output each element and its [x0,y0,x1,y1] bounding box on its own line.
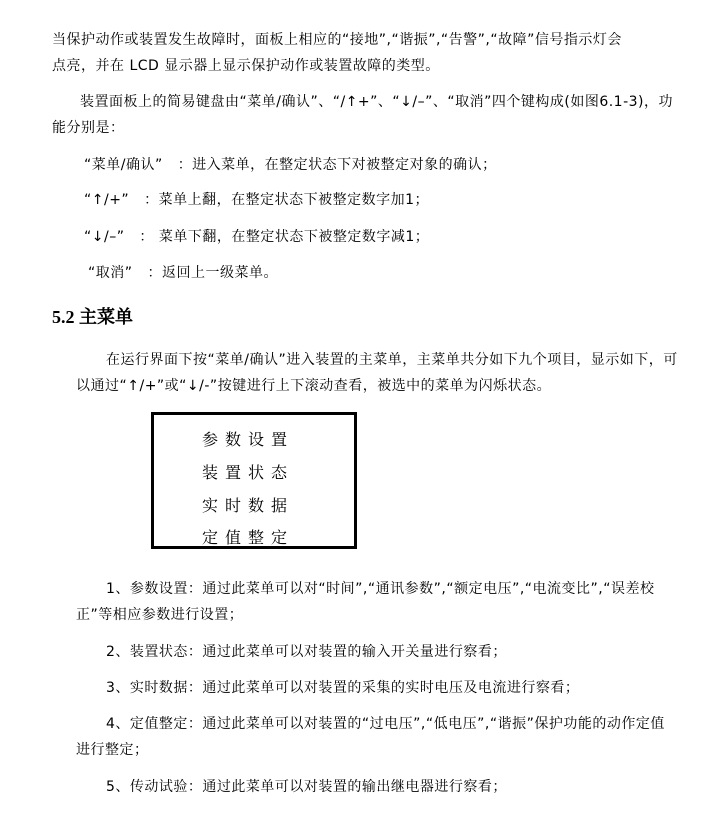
key-label: “取消” [88,265,133,281]
key-function: ：菜单上翻，在整定状态下被整定数字加1； [144,192,430,208]
lcd-menu-item-setting-adjustment: 定值整定 [202,528,295,547]
key-description-up-plus [84,190,429,210]
key-description-down-minus [84,227,429,247]
section-title: 主菜单 [79,307,133,327]
key-function: ：进入菜单，在整定状态下对被整定对象的确认； [177,157,497,173]
lcd-menu-item-device-status: 装置状态 [202,463,295,482]
menu-description-3: 3、实时数据：通过此菜单可以对装置的采集的实时电压及电流进行察看； [106,680,580,696]
section-paragraph-line-2: 以通过“↑/+”或“↓/-”按键进行上下滚动查看，被选中的菜单为闪烁状态。 [76,378,552,394]
menu-description-4-line-1: 4、定值整定：通过此菜单可以对装置的“过电压”,“低电压”,“谐振”保护功能的动作定值 [106,716,665,732]
menu-description-2: 2、装置状态：通过此菜单可以对装置的输入开关量进行察看； [106,644,507,660]
menu-description-1-line-2: 正”等相应参数进行设置； [76,607,244,623]
menu-description-1-line-1: 1、参数设置：通过此菜单可以对“时间”,“通讯参数”,“额定电压”,“电流变比”,“误差校 [106,581,655,597]
section-paragraph-line-1: 在运行界面下按“菜单/确认”进入装置的主菜单，主菜单共分如下九个项目，显示如下，可 [106,352,678,368]
key-description-menu-confirm [84,155,497,175]
intro-paragraph-1-line-2: 点亮，并在 LCD 显示器上显示保护动作或装置故障的类型。 [52,58,440,74]
key-label: “菜单/确认” [84,157,163,173]
key-description-cancel [88,263,278,283]
intro-paragraph-2-line-1: 装置面板上的简易键盘由“菜单/确认”、“/↑+”、“↓/–”、“取消”四个键构成(如图6.1-3)，功 [80,94,674,110]
menu-description-4-line-2: 进行整定； [76,742,149,758]
lcd-menu-item-parameter-settings: 参数设置 [202,430,295,449]
key-label: “↓/–” [84,229,125,245]
key-label: “↑/+” [84,192,130,208]
key-function: ：返回上一级菜单。 [147,265,278,281]
intro-paragraph-2-line-2: 能分别是： [52,120,125,136]
intro-paragraph-1-line-1: 当保护动作或装置发生故障时，面板上相应的“接地”,“谐振”,“告警”,“故障”信号指示灯会 [52,32,622,48]
section-heading [52,305,133,329]
key-function: ： 菜单下翻，在整定状态下被整定数字减1； [139,229,430,245]
lcd-menu-item-realtime-data: 实时数据 [202,496,295,515]
menu-description-5: 5、传动试验：通过此菜单可以对装置的输出继电器进行察看； [106,779,507,795]
lcd-main-menu-display [151,412,357,549]
section-number: 5.2 [52,307,75,327]
